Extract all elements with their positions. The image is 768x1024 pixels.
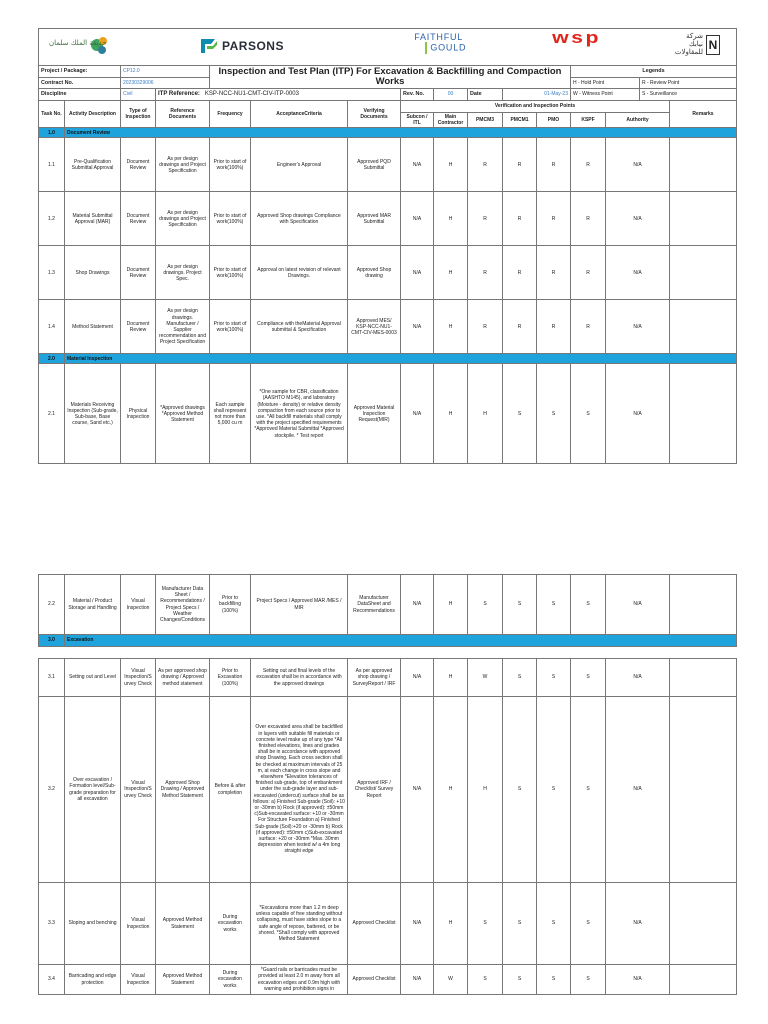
legends-label: Legends bbox=[571, 66, 737, 78]
itp-table-top bbox=[38, 28, 737, 464]
wsp-logo: wsp bbox=[552, 28, 601, 47]
col-main-contractor: Main Contractor bbox=[434, 113, 468, 128]
col-authority: Authority bbox=[606, 113, 670, 128]
section-row: 1.0 Document Review bbox=[39, 128, 737, 138]
itp-table-bottom bbox=[38, 574, 737, 995]
col-pmcm1: PMCM1 bbox=[503, 113, 537, 128]
col-activity: Activity Description bbox=[65, 101, 121, 128]
rev-value: 00 bbox=[434, 89, 468, 101]
ncc-n-mark-icon: N bbox=[706, 35, 720, 55]
legend-surveillance: S - Surveillance bbox=[640, 89, 737, 101]
col-reference: Reference Documents bbox=[156, 101, 210, 128]
table-row: 3.4 Barricading and edge protection Visual Inspection Approved Method Statement During excavation works *Guard rails or barricades must be provided at least 2.0 m away from all excavation edges and 0.9m high with warning and prohibition signs in Approved Checklist N/A W S S S S N/A bbox=[39, 965, 737, 995]
project-value: CP12.0 bbox=[121, 66, 210, 78]
col-verifying: Verifying Documents bbox=[348, 101, 401, 128]
parsons-mark-icon bbox=[201, 39, 219, 53]
svg-text:حديقة الملك سلمان: حديقة الملك سلمان bbox=[49, 39, 107, 47]
table-row: 3.2 Over excavation / Formation level/Sub-grade preparation for all excavation Visual Inspection/Survey Check Approved Shop Drawing / Approved Method Statement Before & after completion Over excavated area shall be backfilled in layers with suitable fill materials or concrete level make up of any type *All finished elevations, lines and grades shall be in accordance with approved shop Drawing. Each cross section shall be checked at maximum intervals of 25 m, at each change in cross slope and elsewhere *Elevation tolerances of finished sub-grade, top of embankment under the sub-grade layer and sub-excavated (undercut) surface shall be as follows: a) Finished Sub-grade (Soil): +10 or -30mm b) Rock (if approved): ±50mm c)Sub-excavated surface: +10 or -30mm For Structure Foundation a) Finished Sub-grade (Soil):+20 or -30mm b) Rock (if approved): ±50mm c)Sub-excavated surface: +20 or -30mm *Max. 30mm depression when tested w/ a 4m long straight edge Approved IRF / Checklist/ Survey Report N/A H H S S S N/A bbox=[39, 697, 737, 883]
col-pmo: PMO bbox=[537, 113, 571, 128]
date-label: Date bbox=[468, 89, 503, 101]
table-row: 3.1 Setting out and Level Visual Inspection/Survey Check As per approved shop drawing / Approved method statement Prior to Excavation (100%) Setting out and final levels of the excavation shall be in accordance with the approved drawings As per approved shop drawing / SurveyReport / IRF N/A H W S S S N/A bbox=[39, 659, 737, 697]
rev-label: Rev. No. bbox=[401, 89, 434, 101]
logo-strip bbox=[39, 29, 736, 65]
table-row: 1.1 Pre-Qualification Submittal Approval Document Review As per design drawings and Project Specification Prior to start of work(100%) Engineer's Approval Approved PQD Submittal N/A H R R R R N/A bbox=[39, 138, 737, 192]
table-row: 2.1 Materials Receiving Inspection (Sub-grade, Sub-base, Base course, Sand etc.) Physical Inspection *Approved drawings *Approved Method Statement Each sample shall represent not more than 5,000 cu m *One sample for CBR, classification (AASHTO M145), and laboratory (Moisture - density) or relative density compaction from each source prior to use. *All backfill materials shall comply with the project specified requirements *Approved Material Submittal *Approved stockpile. * Test report Approved Material Inspection Request(MIR) N/A H H S S S N/A bbox=[39, 364, 737, 464]
table-row: 1.2 Material Submittal Approval (MAR) Document Review As per design drawings and Project Specification Prior to start of work(100%) Approved Shop drawings Compliance with Specification Approved MAR Submittal N/A H R R R R N/A bbox=[39, 192, 737, 246]
section-row: 3.0 Excavation bbox=[39, 635, 737, 647]
date-value: 01-May-23 bbox=[503, 89, 571, 101]
section-row: 2.0 Material Inspection bbox=[39, 354, 737, 364]
col-kspf: KSPF bbox=[571, 113, 606, 128]
legend-review-point: R - Review Point bbox=[640, 77, 737, 89]
legend-witness-point: W - Witness Point bbox=[571, 89, 640, 101]
ncc-logo: شركة نيابك للمقاولات N bbox=[671, 33, 720, 57]
col-type: Type of Inspection bbox=[121, 101, 156, 128]
discipline-value: Civil bbox=[121, 89, 156, 101]
parsons-logo: PARSONS bbox=[201, 39, 284, 53]
table-row: 1.3 Shop Drawings Document Review As per design drawings. Project Spec. Prior to start of work(100%) Approval on latest revision of relevant Drawings. Approved Shop drawing N/A H R R R R N/A bbox=[39, 246, 737, 300]
contract-value: 20230329006 bbox=[121, 77, 210, 89]
page-title: Inspection and Test Plan (ITP) For Excavation & Backfilling and Compaction Works bbox=[210, 66, 571, 89]
col-task-no: Task No. bbox=[39, 101, 65, 128]
col-acceptance: AcceptanceCriteria bbox=[251, 101, 348, 128]
project-label: Project / Package: bbox=[39, 66, 121, 78]
table-row: 2.2 Material / Product Storage and Handling Visual Inspection Manufacturer Data Sheet / Recommendations / Project Specs / Weather Changes/Conditions Prior to backfilling (100%) Project Specs / Approved MAR /MES / MIR Manufacturer DataSheet and Recommendations N/A H S S S S N/A bbox=[39, 575, 737, 635]
faithful-gould-logo: FAITHFUL GOULD bbox=[414, 32, 467, 53]
table-row: 3.3 Sloping and benching Visual Inspection Approved Method Statement During excavation works *Excavations more than 1.2 m deep unless capable of free standing without collapsing, must have sides slope to a safe angle of repose, battered, or be shored. *Shall comply with approved Method Statement Approved Checklist N/A H S S S S N/A bbox=[39, 883, 737, 965]
table-row: 1.4 Method Statement Document Review As per design drawings. Manufacturer / Supplier recommendation and Project Specification Prior to start of work(100%) Compliance with theMaterial Approval submittal & Specification Approved MES/ KSP-NCC-NU1-CMT-CIV-MES-0003 N/A H R R R R N/A bbox=[39, 300, 737, 354]
legend-hold-point: H - Hold Point bbox=[571, 77, 640, 89]
col-pmcm3: PMCM3 bbox=[468, 113, 503, 128]
col-verification-points: Verification and Inspection Points bbox=[401, 101, 670, 113]
contract-label: Contract No. bbox=[39, 77, 121, 89]
king-salman-park-logo bbox=[45, 31, 115, 61]
col-frequency: Frequency bbox=[210, 101, 251, 128]
discipline-label: Discipline bbox=[39, 89, 121, 101]
col-subcon: Subcon / ITL bbox=[401, 113, 434, 128]
col-remarks: Remarks bbox=[670, 101, 737, 128]
itp-reference: ITP Reference: KSP-NCC-NU1-CMT-CIV-ITP-0003 bbox=[156, 89, 401, 101]
